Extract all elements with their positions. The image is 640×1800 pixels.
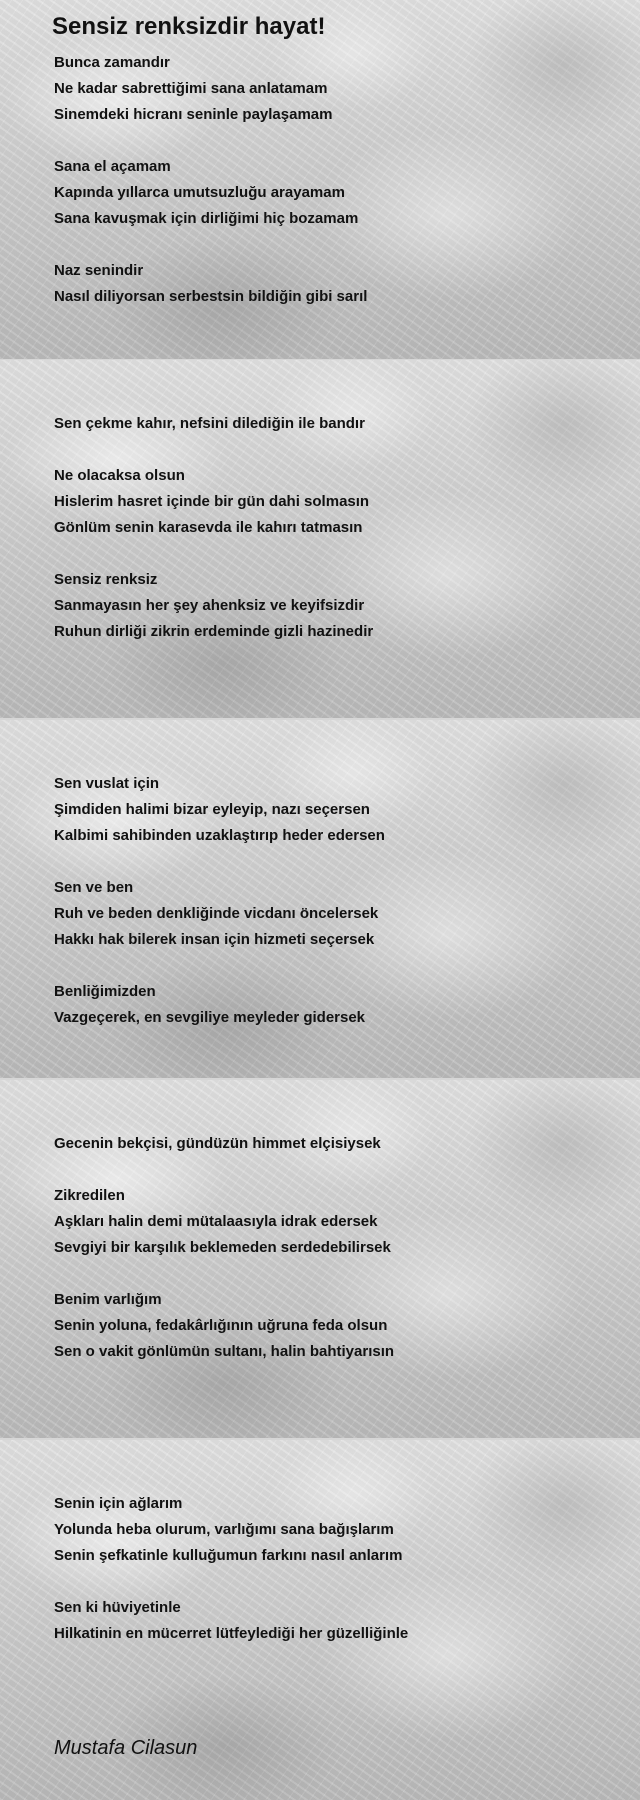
stanza-10 [54, 1131, 381, 1157]
poem-line: Sensiz renksiz [54, 571, 158, 588]
poem-line: Sen vuslat için [54, 775, 160, 792]
poem-line: Kalbimi sahibinden uzaklaştırıp heder edersen [54, 827, 385, 844]
poem-line: Ne kadar sabrettiğimi sana anlatamam [54, 80, 328, 97]
poem-line: Hakkı hak bilerek insan için hizmeti seçersek [54, 931, 375, 948]
poem-line: Sen o vakit gönlümün sultanı, halin bahtiyarısın [54, 1343, 395, 1360]
stanza-7 [54, 771, 385, 849]
stanza-5 [54, 463, 369, 541]
poem-line: Kapında yıllarca umutsuzluğu arayamam [54, 184, 345, 201]
poem-line: Yolunda heba olurum, varlığımı sana bağışlarım [54, 1521, 394, 1538]
poem-line: Naz senindir [54, 262, 144, 279]
poem-line: Gecenin bekçisi, gündüzün himmet elçisiysek [54, 1135, 381, 1152]
poem-author: Mustafa Cilasun [54, 1737, 198, 1759]
poem-line: Sen çekme kahır, nefsini dilediğin ile bandır [54, 415, 365, 432]
poem-line: Senin yoluna, fedakârlığının uğruna feda olsun [54, 1317, 388, 1334]
stanza-14 [54, 1595, 408, 1647]
stanza-1 [54, 50, 332, 128]
poem-line: Gönlüm senin karasevda ile kahırı tatmasın [54, 519, 363, 536]
poem-line: Benim varlığım [54, 1291, 162, 1308]
poem-line: Ruhun dirliği zikrin erdeminde gizli hazinedir [54, 623, 374, 640]
poem-line: Sevgiyi bir karşılık beklemeden serdedebilirsek [54, 1239, 391, 1256]
stanza-6 [54, 567, 373, 645]
poem-line: Senin için ağlarım [54, 1495, 183, 1512]
poem-line: Hilkatinin en mücerret lütfeylediği her güzelliğinle [54, 1625, 409, 1642]
poem-line: Hislerim hasret içinde bir gün dahi solmasın [54, 493, 370, 510]
poem-line: Ruh ve beden denkliğinde vicdanı öncelersek [54, 905, 379, 922]
poem-line: Zikredilen [54, 1187, 125, 1204]
poem-line: Benliğimizden [54, 983, 156, 1000]
stanza-8 [54, 875, 378, 953]
poem-line: Ne olacaksa olsun [54, 467, 185, 484]
stanza-9 [54, 979, 365, 1031]
poem-line: Senin şefkatinle kulluğumun farkını nasıl anlarım [54, 1547, 403, 1564]
poem-line: Sanmayasın her şey ahenksiz ve keyifsizdir [54, 597, 365, 614]
poem-line: Sana kavuşmak için dirliğimi hiç bozamam [54, 210, 359, 227]
stanza-11 [54, 1183, 391, 1261]
stanza-4 [54, 411, 365, 437]
poem-line: Nasıl diliyorsan serbestsin bildiğin gibi sarıl [54, 288, 368, 305]
poem-line: Şimdiden halimi bizar eyleyip, nazı seçersen [54, 801, 370, 818]
poem-line: Vazgeçerek, en sevgiliye meyleder gidersek [54, 1009, 366, 1026]
poem-title: Sensiz renksizdir hayat! [52, 13, 326, 40]
stanza-13 [54, 1491, 402, 1569]
poem-line: Sinemdeki hicranı seninle paylaşamam [54, 106, 333, 123]
poem-line: Bunca zamandır [54, 54, 170, 71]
stanza-12 [54, 1287, 394, 1365]
stanza-3 [54, 258, 367, 310]
poem-line: Aşkları halin demi mütalaasıyla idrak edersek [54, 1213, 378, 1230]
poem-line: Sen ki hüviyetinle [54, 1599, 181, 1616]
poem-line: Sen ve ben [54, 879, 134, 896]
poem-line: Sana el açamam [54, 158, 171, 175]
stanza-2 [54, 154, 358, 232]
